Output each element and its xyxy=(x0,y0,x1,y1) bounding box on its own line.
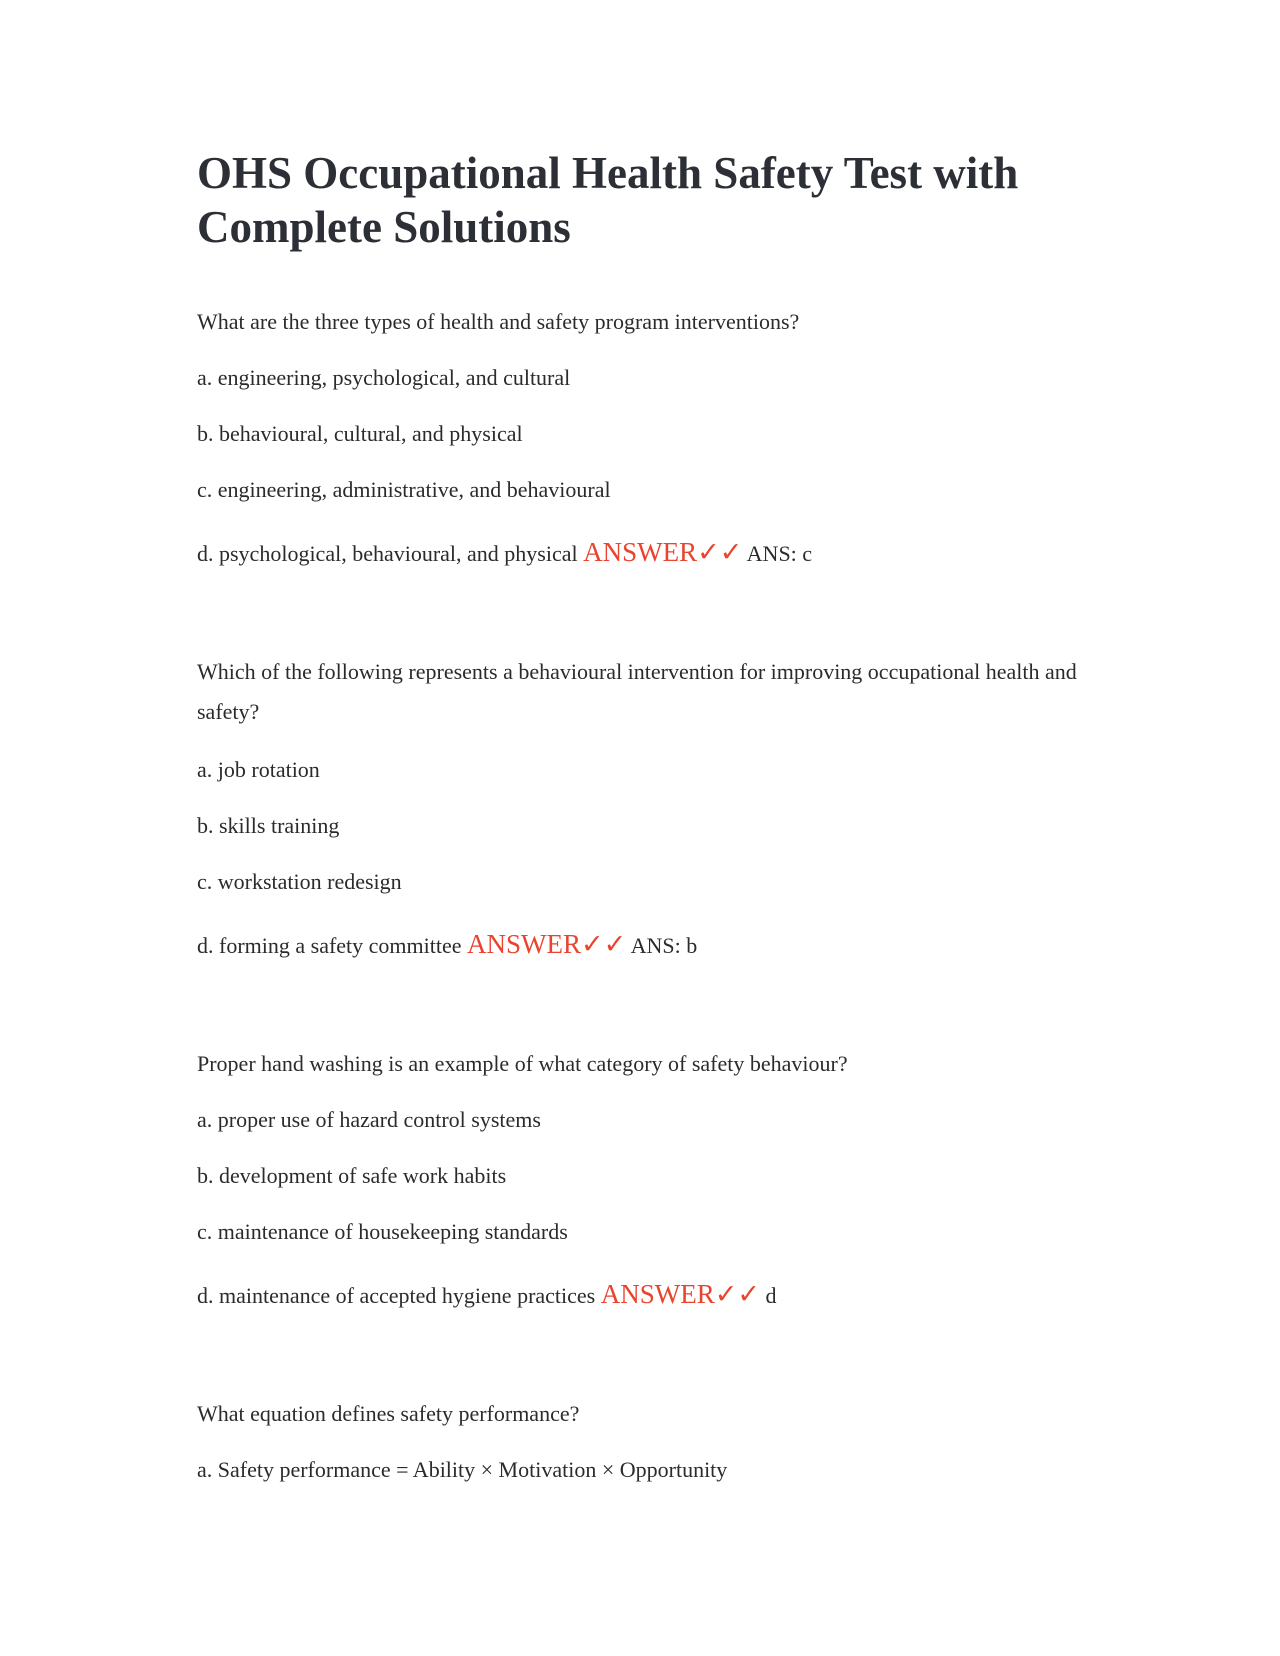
option-b: b. behavioural, cultural, and physical xyxy=(197,421,523,446)
option-b: b. skills training xyxy=(197,813,340,838)
answer-text: ANS: b xyxy=(630,933,698,958)
option-d: d. forming a safety committee xyxy=(197,933,462,958)
option-d-line xyxy=(197,532,1077,574)
answer-mark: ANSWER✓✓ xyxy=(583,537,743,567)
option-d: d. psychological, behavioural, and physical xyxy=(197,541,578,566)
question-prompt: Which of the following represents a behavioural intervention for improving occupational health and safety? xyxy=(197,659,1077,724)
option-b: b. development of safe work habits xyxy=(197,1163,507,1188)
answer-mark: ANSWER✓✓ xyxy=(467,929,627,959)
option-c: c. engineering, administrative, and behavioural xyxy=(197,477,611,502)
option-c: c. maintenance of housekeeping standards xyxy=(197,1219,568,1244)
option-a: a. proper use of hazard control systems xyxy=(197,1107,541,1132)
answer-mark: ANSWER✓✓ xyxy=(600,1279,760,1309)
option-a: a. engineering, psychological, and cultural xyxy=(197,365,571,390)
question-prompt: What are the three types of health and safety program interventions? xyxy=(197,309,800,334)
answer-text: ANS: c xyxy=(746,541,813,566)
option-d: d. maintenance of accepted hygiene practices xyxy=(197,1283,596,1308)
option-d-line xyxy=(197,1274,1077,1316)
question-prompt: What equation defines safety performance? xyxy=(197,1401,580,1426)
option-a: a. job rotation xyxy=(197,757,320,782)
answer-text: d xyxy=(765,1283,777,1308)
option-d-line xyxy=(197,924,1077,966)
option-c: c. workstation redesign xyxy=(197,869,402,894)
question-prompt: Proper hand washing is an example of what category of safety behaviour? xyxy=(197,1051,848,1076)
document-title: OHS Occupational Health Safety Test with Complete Solutions xyxy=(197,148,1019,252)
option-a: a. Safety performance = Ability × Motivation × Opportunity xyxy=(197,1457,728,1482)
